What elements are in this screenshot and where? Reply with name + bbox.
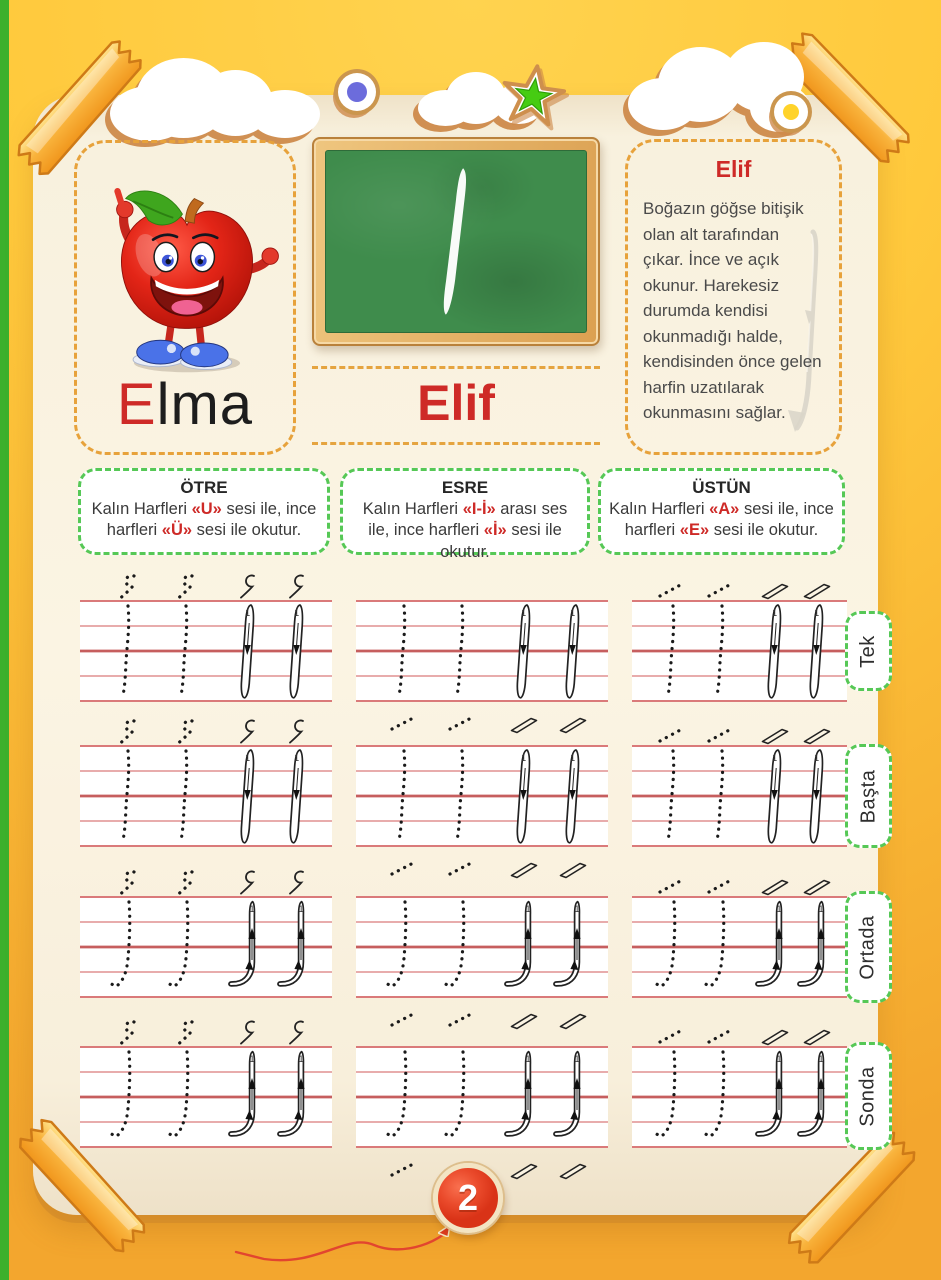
elma-rest: lma [156,372,254,437]
dashed-separator [312,366,600,369]
practice-cell-sonda-esre [356,1011,608,1183]
svg-text:1: 1 [574,1054,580,1064]
svg-text:1: 1 [570,753,576,763]
svg-text:1: 1 [570,608,576,618]
elif-letter-glyph [440,165,472,318]
practice-cell-sonda-otre [80,1011,332,1183]
svg-text:1: 1 [245,753,251,763]
svg-text:1: 1 [298,904,304,914]
rule-box-title: ÖTRE [180,478,228,497]
blue-button-icon [338,73,376,111]
side-tab-label: Ortada [857,914,879,980]
svg-text:1: 1 [814,608,820,618]
page-number: 2 [457,1177,479,1218]
side-tab-sonda [845,1042,892,1150]
svg-text:1: 1 [818,1054,824,1064]
svg-text:1: 1 [574,904,580,914]
svg-text:1: 1 [818,904,824,914]
svg-text:1: 1 [298,1054,304,1064]
rule-box-text: Kalın Harfleri «A» sesi ile, ince harfleri «E» sesi ile okutur. [609,500,834,540]
elma-word [77,371,293,438]
rule-box-text: Kalın Harfleri «U» sesi ile, ince harfleri «Ü» sesi ile okutur. [91,500,317,540]
svg-text:1: 1 [814,753,820,763]
svg-text:1: 1 [521,753,527,763]
rule-box-otre [78,468,330,555]
apple-character-icon [91,161,283,386]
side-tab-label: Başta [857,769,879,823]
page-number-balloon [433,1163,503,1233]
rule-box-title: ESRE [441,478,489,497]
side-tab-başta [845,744,892,848]
rule-box-title: ÜSTÜN [692,478,751,497]
rule-box-esre [340,468,590,561]
letter-heading: Elif [417,375,495,431]
practice-cell-başta-otre [80,710,332,882]
svg-text:1: 1 [772,753,778,763]
svg-text:1: 1 [294,608,300,618]
cloud-icon [110,58,325,143]
info-card-body: Boğazın göğse bitişik olan alt tarafından çıkar. İnce ve açık okunur. Harekesiz durumda kendisi okunmadığı halde, kendisinden önce gelen harfin uzatılarak okunmasını sağlar. [643,199,822,422]
svg-text:1: 1 [521,608,527,618]
dashed-separator [312,442,600,445]
svg-text:1: 1 [776,1054,782,1064]
side-tab-label: Sonda [857,1065,879,1127]
chalkboard [312,137,600,346]
side-tab-ortada [845,891,892,1003]
svg-text:1: 1 [249,1054,255,1064]
info-card-title: Elif [715,156,752,182]
practice-cell-ortada-esre [356,861,608,1033]
practice-cell-başta-esre [356,710,608,882]
star-icon [500,64,566,135]
yellow-button-icon [774,95,808,129]
rule-box-ustun [598,468,845,555]
svg-text:1: 1 [294,753,300,763]
practice-cell-başta-ustun [632,710,847,882]
svg-text:1: 1 [525,904,531,914]
svg-text:1: 1 [245,608,251,618]
svg-text:1: 1 [249,904,255,914]
info-card [625,139,842,455]
svg-text:1: 1 [525,1054,531,1064]
balloon-string-icon [232,1205,462,1275]
rule-box-text: Kalın Harfleri «I-İ» arası ses ile, ince harfleri «İ» sesi ile okutur. [362,500,568,561]
side-tab-tek [845,611,892,691]
svg-text:1: 1 [772,608,778,618]
elma-card [74,140,296,455]
practice-cell-sonda-ustun [632,1011,847,1183]
elma-initial: E [116,372,157,437]
practice-cell-ortada-ustun [632,861,847,1033]
page-edge-strip [0,0,9,1280]
chalkboard-surface [325,150,587,333]
svg-text:1: 1 [776,904,782,914]
practice-cell-ortada-otre [80,861,332,1033]
side-tab-label: Tek [857,634,879,668]
